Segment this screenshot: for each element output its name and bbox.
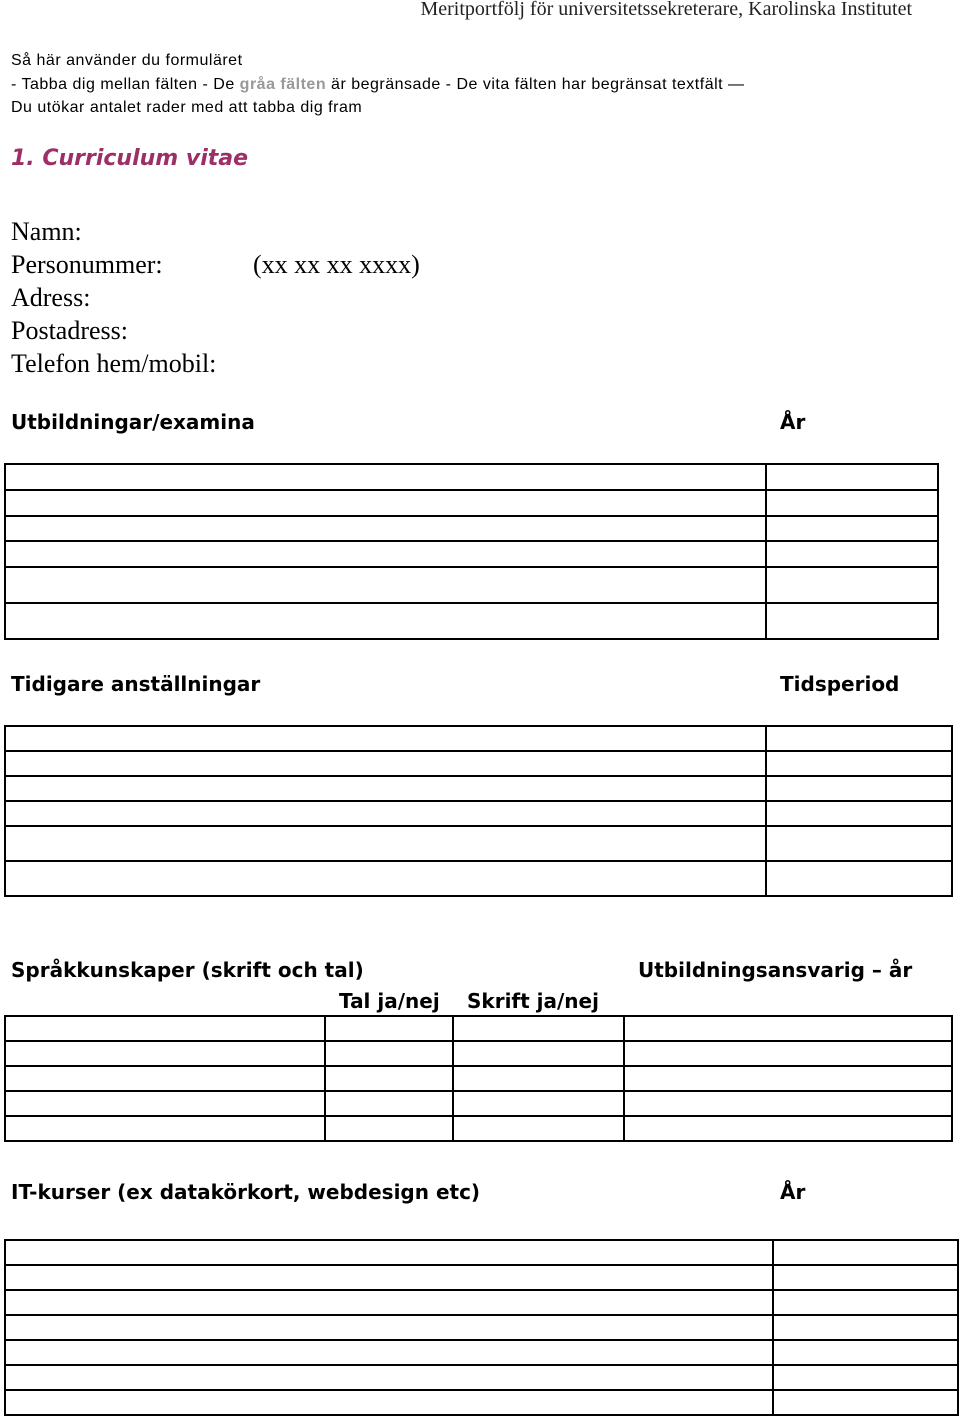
languages-table — [4, 1015, 953, 1142]
employment-label: Tidigare anställningar — [11, 672, 261, 696]
employment-table — [4, 725, 953, 897]
education-field[interactable] — [5, 516, 766, 541]
instructions-line-1 — [11, 76, 745, 94]
employment-field[interactable] — [5, 861, 766, 896]
it-course-field[interactable] — [5, 1390, 773, 1415]
employment-field[interactable] — [5, 826, 766, 861]
education-year-field[interactable] — [766, 490, 938, 516]
written-field[interactable] — [453, 1066, 624, 1091]
address-label: Adress: — [11, 283, 91, 312]
language-field[interactable] — [5, 1091, 325, 1116]
it-course-field[interactable] — [5, 1340, 773, 1365]
spoken-field[interactable] — [325, 1116, 453, 1141]
responsible-year-label: Utbildningsansvarig – år — [638, 958, 913, 982]
it-courses-year-label: År — [780, 1180, 806, 1204]
employment-period-field[interactable] — [766, 801, 952, 826]
table-row — [5, 826, 952, 861]
it-course-field[interactable] — [5, 1265, 773, 1290]
it-course-field[interactable] — [5, 1365, 773, 1390]
it-course-year-field[interactable] — [773, 1365, 958, 1390]
table-row — [5, 490, 938, 516]
education-year-label: År — [780, 410, 806, 434]
written-field[interactable] — [453, 1041, 624, 1066]
education-field[interactable] — [5, 541, 766, 567]
table-row — [5, 751, 952, 776]
table-row — [5, 1290, 958, 1315]
table-row — [5, 1390, 958, 1415]
table-row — [5, 1091, 952, 1116]
responsible-field[interactable] — [624, 1091, 952, 1116]
written-field[interactable] — [453, 1016, 624, 1041]
table-row — [5, 726, 952, 751]
education-table — [4, 463, 939, 640]
languages-label: Språkkunskaper (skrift och tal) — [11, 958, 364, 982]
education-year-field[interactable] — [766, 464, 938, 490]
language-field[interactable] — [5, 1066, 325, 1091]
it-course-year-field[interactable] — [773, 1340, 958, 1365]
table-row — [5, 1116, 952, 1141]
language-field[interactable] — [5, 1116, 325, 1141]
it-course-field[interactable] — [5, 1240, 773, 1265]
it-course-field[interactable] — [5, 1290, 773, 1315]
name-label: Namn: — [11, 217, 82, 246]
employment-period-field[interactable] — [766, 751, 952, 776]
section-heading: 1. Curriculum vitae — [11, 146, 249, 171]
language-field[interactable] — [5, 1041, 325, 1066]
it-courses-label: IT-kurser (ex datakörkort, webdesign etc) — [11, 1180, 481, 1204]
table-row — [5, 861, 952, 896]
table-row — [5, 541, 938, 567]
table-row — [5, 1240, 958, 1265]
education-year-field[interactable] — [766, 603, 938, 639]
responsible-field[interactable] — [624, 1066, 952, 1091]
personal-number-format: (xx xx xx xxxx) — [253, 250, 420, 279]
education-field[interactable] — [5, 464, 766, 490]
employment-period-field[interactable] — [766, 776, 952, 801]
spoken-label: Tal ja/nej — [339, 989, 440, 1013]
education-label: Utbildningar/examina — [11, 410, 255, 434]
employment-field[interactable] — [5, 751, 766, 776]
spoken-field[interactable] — [325, 1091, 453, 1116]
table-row — [5, 516, 938, 541]
page-header-title: Meritportfölj för universitetssekreterare, Karolinska Institutet — [420, 0, 912, 20]
it-course-year-field[interactable] — [773, 1390, 958, 1415]
education-field[interactable] — [5, 603, 766, 639]
written-field[interactable] — [453, 1116, 624, 1141]
employment-field[interactable] — [5, 726, 766, 751]
education-year-field[interactable] — [766, 516, 938, 541]
table-row — [5, 1315, 958, 1340]
personal-number-label: Personummer: — [11, 250, 163, 279]
table-row — [5, 776, 952, 801]
it-course-year-field[interactable] — [773, 1290, 958, 1315]
education-year-field[interactable] — [766, 567, 938, 603]
employment-period-label: Tidsperiod — [780, 672, 900, 696]
postal-address-label: Postadress: — [11, 316, 128, 345]
it-course-year-field[interactable] — [773, 1315, 958, 1340]
table-row — [5, 801, 952, 826]
it-course-year-field[interactable] — [773, 1240, 958, 1265]
spoken-field[interactable] — [325, 1066, 453, 1091]
gray-fields-highlight: gråa fälten — [239, 76, 327, 93]
employment-period-field[interactable] — [766, 861, 952, 896]
responsible-field[interactable] — [624, 1116, 952, 1141]
spoken-field[interactable] — [325, 1016, 453, 1041]
education-year-field[interactable] — [766, 541, 938, 567]
table-row — [5, 1066, 952, 1091]
written-label: Skrift ja/nej — [467, 989, 599, 1013]
instructions-line-1-prefix: - Tabba dig mellan fälten - De — [11, 76, 235, 93]
language-field[interactable] — [5, 1016, 325, 1041]
responsible-field[interactable] — [624, 1016, 952, 1041]
employment-period-field[interactable] — [766, 726, 952, 751]
it-course-field[interactable] — [5, 1315, 773, 1340]
education-field[interactable] — [5, 567, 766, 603]
spoken-field[interactable] — [325, 1041, 453, 1066]
instructions-heading: Så här använder du formuläret — [11, 52, 243, 69]
table-row — [5, 1265, 958, 1290]
employment-field[interactable] — [5, 776, 766, 801]
education-field[interactable] — [5, 490, 766, 516]
table-row — [5, 567, 938, 603]
employment-field[interactable] — [5, 801, 766, 826]
instructions-line-2: Du utökar antalet rader med att tabba dig fram — [11, 99, 363, 116]
table-row — [5, 1365, 958, 1390]
table-row — [5, 1041, 952, 1066]
table-row — [5, 1340, 958, 1365]
phone-label: Telefon hem/mobil: — [11, 349, 217, 378]
table-row — [5, 603, 938, 639]
it-course-year-field[interactable] — [773, 1265, 958, 1290]
written-field[interactable] — [453, 1091, 624, 1116]
responsible-field[interactable] — [624, 1041, 952, 1066]
table-row — [5, 1016, 952, 1041]
employment-period-field[interactable] — [766, 826, 952, 861]
table-row — [5, 464, 938, 490]
it-courses-table — [4, 1239, 959, 1416]
instructions-line-1-suffix: är begränsade - De vita fälten har begränsat textfält — — [331, 76, 745, 93]
